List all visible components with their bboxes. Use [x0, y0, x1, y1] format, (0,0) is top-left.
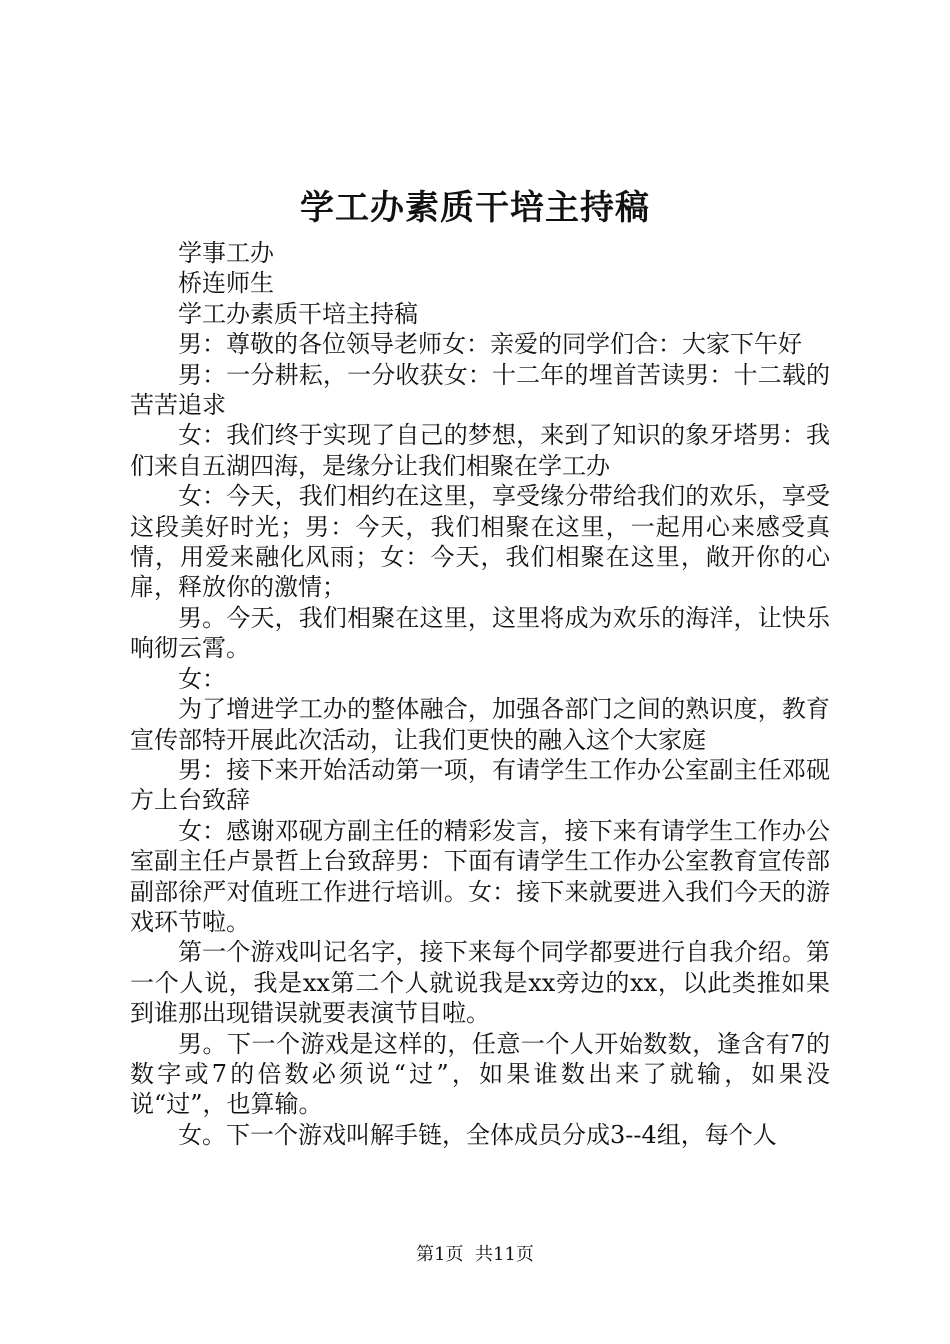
paragraph: 男：接下来开始活动第一项，有请学生工作办公室副主任邓砚方上台致辞 [130, 755, 830, 815]
document-title: 学工办素质干培主持稿 [300, 188, 650, 228]
page-number: 第1页 [416, 1244, 464, 1265]
paragraph: 桥连师生 [178, 269, 274, 298]
paragraph: 为了增进学工办的整体融合，加强各部门之间的熟识度，教育宣传部特开展此次活动，让我们更快的融入这个大家庭 [130, 695, 830, 754]
paragraph: 女。下一个游戏叫解手链，全体成员分成3--4组，每个人 [178, 1120, 777, 1149]
paragraph: 第一个游戏叫记名字，接下来每个同学都要进行自我介绍。第一个人说，我是xx第二个人就说我是xx旁边的xx，以此类推如果到谁那出现错误就要表演节目啦。 [130, 938, 830, 1028]
paragraph: 男。下一个游戏是这样的，任意一个人开始数数，逢含有7的数字或7的倍数必须说“过”，如果谁数出来了就输，如果没说“过”，也算输。 [130, 1029, 830, 1119]
total-pages: 共11页 [475, 1244, 534, 1265]
footer-spacer [464, 1244, 475, 1265]
paragraph: 女： [178, 664, 226, 693]
document-body [130, 238, 830, 1150]
page-footer [0, 1242, 950, 1268]
paragraph: 男：一分耕耘，一分收获女：十二年的埋首苦读男：十二载的苦苦追求 [130, 360, 830, 420]
paragraph: 学工办素质干培主持稿 [178, 299, 418, 328]
paragraph: 男：尊敬的各位领导老师女：亲爱的同学们合：大家下午好 [178, 330, 802, 359]
paragraph: 女：我们终于实现了自己的梦想，来到了知识的象牙塔男：我们来自五湖四海，是缘分让我们相聚在学工办 [130, 421, 830, 480]
paragraph: 男。今天，我们相聚在这里，这里将成为欢乐的海洋，让快乐响彻云霄。 [130, 603, 830, 663]
paragraph: 女：感谢邓砚方副主任的精彩发言，接下来有请学生工作办公室副主任卢景哲上台致辞男：下面有请学生工作办公室教育宣传部副部徐严对值班工作进行培训。女：接下来就要进入我们今天的游戏环节啦。 [130, 816, 830, 936]
paragraph: 女：今天，我们相约在这里，享受缘分带给我们的欢乐，享受这段美好时光；男：今天，我们相聚在这里，一起用心来感受真情，用爱来融化风雨；女：今天，我们相聚在这里，敞开你的心扉，释放你的激情； [130, 482, 830, 602]
paragraph: 学事工办 [178, 239, 274, 267]
